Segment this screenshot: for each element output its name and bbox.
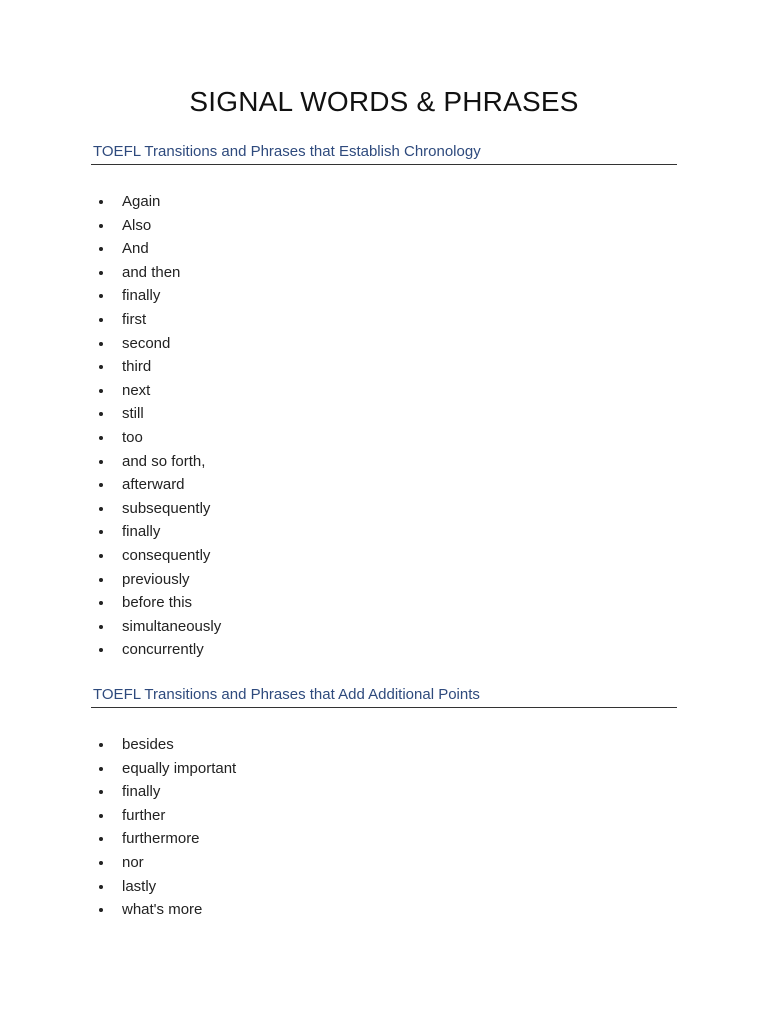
bullet-icon [99,247,103,251]
list-item [91,898,677,922]
list-item [91,851,677,875]
list-item [91,780,677,804]
section-heading: TOEFL Transitions and Phrases that Establish Chronology [91,143,677,165]
bullet-icon [99,200,103,204]
section-additional-points [91,686,677,922]
list-item [91,284,677,308]
section-chronology [91,143,677,662]
list-item-text: Also [122,216,152,234]
bullet-icon [99,790,103,794]
list-item-text: concurrently [122,641,204,659]
list-item-text: first [122,310,147,328]
bullet-icon [99,601,103,605]
list-item [91,402,677,426]
bullet-icon [99,318,103,322]
list-item-text: furthermore [122,830,200,848]
list-item [91,757,677,781]
list-item-text: still [122,405,144,423]
list-item-text: what's more [122,901,203,919]
list-item-text: finally [122,523,161,541]
list-item-text: lastly [122,877,157,895]
list-item-text: next [122,381,151,399]
list-item [91,450,677,474]
list-item-text: equally important [122,759,237,777]
bullet-icon [99,648,103,652]
list-item [91,426,677,450]
bullet-icon [99,294,103,298]
list-item [91,568,677,592]
list-item-text: and so forth, [122,452,206,470]
bullet-icon [99,271,103,275]
bullet-list [91,733,677,922]
list-item [91,615,677,639]
list-item-text: before this [122,594,193,612]
list-item-text: nor [122,853,144,871]
list-item [91,497,677,521]
list-item-text: besides [122,736,174,753]
bullet-icon [99,885,103,889]
list-item-text: third [122,358,152,376]
bullet-icon [99,342,103,346]
bullet-icon [99,578,103,582]
list-item [91,379,677,403]
list-item-text: further [122,806,166,824]
list-item [91,332,677,356]
bullet-icon [99,507,103,511]
bullet-icon [99,814,103,818]
bullet-icon [99,460,103,464]
list-item [91,591,677,615]
list-item-text: and then [122,263,181,281]
list-item [91,237,677,261]
bullet-icon [99,436,103,440]
bullet-icon [99,483,103,487]
list-item-text: too [122,428,143,446]
list-item [91,473,677,497]
bullet-icon [99,625,103,629]
bullet-icon [99,908,103,912]
list-item [91,875,677,899]
bullet-icon [99,224,103,228]
page-title: SIGNAL WORDS & PHRASES [189,86,579,117]
list-item [91,804,677,828]
list-item-text: finally [122,783,161,801]
list-item [91,190,677,214]
list-item-text: And [122,240,149,258]
list-item-text: subsequently [122,499,211,517]
bullet-icon [99,861,103,865]
list-item [91,261,677,285]
bullet-icon [99,412,103,416]
list-item-text: previously [122,570,190,588]
list-item-text: afterward [122,476,185,494]
list-item-text: finally [122,287,161,305]
list-item-text: second [122,334,171,352]
list-item [91,214,677,238]
list-item-text: Again [122,193,161,210]
list-item [91,520,677,544]
bullet-icon [99,743,103,747]
bullet-icon [99,389,103,393]
list-item [91,638,677,662]
list-item [91,544,677,568]
bullet-icon [99,767,103,771]
list-item-text: consequently [122,546,211,564]
bullet-list [91,190,677,662]
bullet-icon [99,837,103,841]
list-item [91,355,677,379]
bullet-icon [99,365,103,369]
list-item [91,308,677,332]
section-heading: TOEFL Transitions and Phrases that Add Additional Points [91,686,677,708]
list-item-text: simultaneously [122,617,222,635]
bullet-icon [99,530,103,534]
list-item [91,733,677,757]
list-item [91,827,677,851]
bullet-icon [99,554,103,558]
